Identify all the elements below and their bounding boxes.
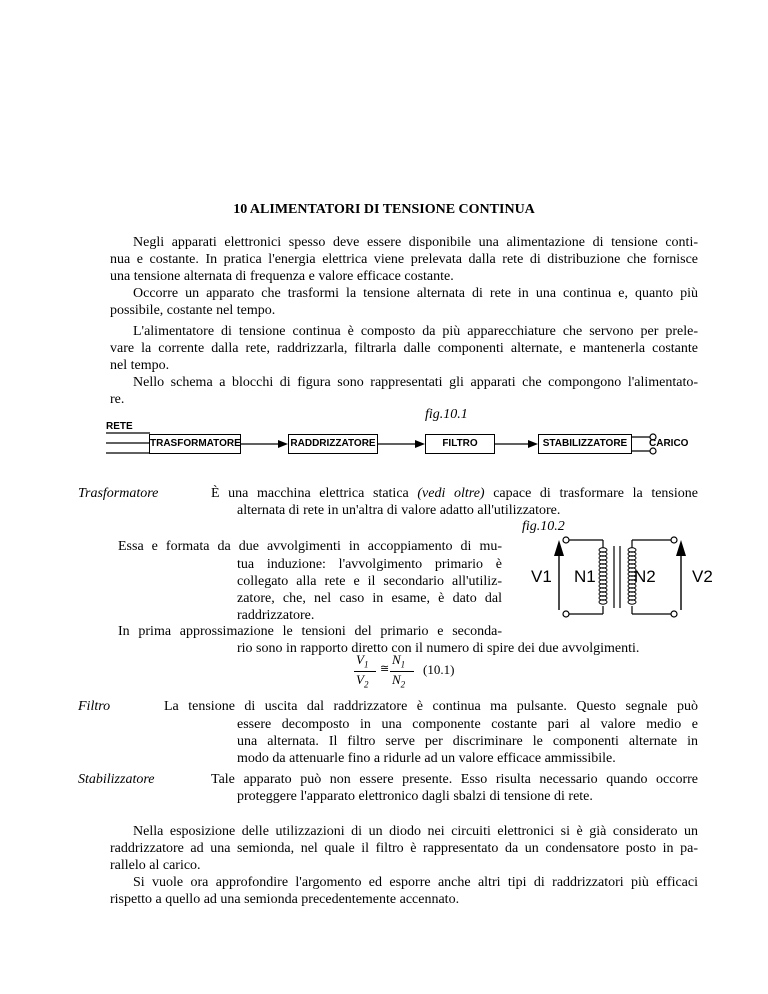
text-line: una alternata. Il filtro serve per discriminare le componenti alternate in	[237, 734, 698, 749]
label-n2: N2	[634, 567, 656, 586]
text-line: Nello schema a blocchi di figura sono rappresentati gli apparati che compongono l'alimentato-	[133, 375, 698, 390]
term-stabilizzatore: Stabilizzatore	[78, 772, 155, 787]
trasformatore-p3-first: In prima approssimazione le tensioni del primario e seconda-	[118, 624, 502, 639]
text-segment-italic: (vedi oltre)	[417, 486, 485, 501]
text-line: essere decomposto in una componente costante pari al valore medio e	[237, 717, 698, 732]
filtro-lines	[237, 716, 698, 767]
text-line: nua e costante. In pratica l'energia elettrica viene prelevata dalla rete di distribuzione che fornisce	[110, 252, 698, 267]
text-line: Occorre un apparato che trasformi la tensione alternata di rete in una continua e, quanto più	[133, 286, 698, 301]
label-v1: V1	[531, 567, 552, 586]
label-v2: V2	[692, 567, 713, 586]
text-line: rallelo al carico.	[110, 858, 201, 873]
text-line: zatore, che, nel caso in esame, è dato dal	[237, 591, 502, 606]
trasformatore-line-2: alternata di rete in un'altra di valore adatto all'utilizzatore.	[237, 503, 561, 518]
text-line: rispetto a quello ad una semionda precedentemente accennato.	[110, 892, 460, 907]
stabilizzatore-line-1: Tale apparato può non essere presente. Esso risulta necessario quando occorre	[211, 772, 698, 787]
text-line: vare la corrente dalla rete, raddrizzarla, filtrarla dalle componenti alternate, e mantenerla costante	[110, 341, 698, 356]
block-filtro: FILTRO	[425, 434, 495, 454]
text-line: re.	[110, 392, 125, 407]
formula-num-right: $N_1$	[392, 652, 406, 670]
fig-10-1-caption: fig.10.1	[425, 407, 468, 422]
text-segment: È una macchina elettrica statica	[211, 486, 418, 501]
text-line: una tensione alternata di frequenza e valore efficace costante.	[110, 269, 454, 284]
block-raddrizzatore: RADDRIZZATORE	[288, 434, 378, 454]
formula-10-1	[352, 652, 482, 692]
rete-label: RETE	[106, 421, 133, 432]
text-line: collegato alla rete e il secondario all'utiliz-	[237, 574, 502, 589]
block-trasformatore: TRASFORMATORE	[149, 434, 241, 454]
label-n1: N1	[574, 567, 596, 586]
formula-num-left: $V_1$	[356, 652, 369, 670]
formula-den-right: $N_2$	[392, 672, 406, 690]
block-stabilizzatore: STABILIZZATORE	[538, 434, 632, 454]
term-trasformatore: Trasformatore	[78, 486, 159, 501]
trasformatore-p3-second: rio sono in rapporto diretto con il numero di spire dei due avvolgimenti.	[237, 641, 640, 656]
text-line: L'alimentatore di tensione continua è composto da più apparecchiature che servono per prele-	[133, 324, 698, 339]
stabilizzatore-line-2: proteggere l'apparato elettronico dagli sbalzi di tensione di rete.	[237, 789, 593, 804]
text-line: raddrizzatore ad una semionda, nel quale il filtro è rappresentato da un condensatore posto in pa-	[110, 841, 698, 856]
formula-den-left: $V_2$	[356, 672, 369, 690]
section-heading: 10 ALIMENTATORI DI TENSIONE CONTINUA	[233, 202, 535, 217]
outro-paragraph-1	[110, 823, 698, 874]
text-line: possibile, costante nel tempo.	[110, 303, 276, 318]
formula-label: (10.1)	[423, 662, 455, 677]
text-line: raddrizzatore.	[237, 608, 315, 623]
text-line: Nella esposizione delle utilizzazioni di un diodo nei circuiti elettronici si è già considerato un	[133, 824, 698, 839]
filtro-line-1: La tensione di uscita dal raddrizzatore è continua ma pulsante. Questo segnale può	[164, 699, 698, 714]
text-segment: capace di trasformare la tensione	[484, 486, 698, 501]
formula-approx: ≅	[380, 663, 390, 675]
fig-10-2-caption: fig.10.2	[522, 519, 565, 534]
term-filtro: Filtro	[78, 699, 111, 714]
outro-paragraph-2	[110, 874, 698, 908]
text-line: nel tempo.	[110, 358, 170, 373]
text-line: Si vuole ora approfondire l'argomento ed esporre anche altri tipi di raddrizzatori più efficaci	[133, 875, 698, 890]
text-line: tua induzione: l'avvolgimento primario è	[237, 557, 502, 572]
text-line: Negli apparati elettronici spesso deve essere disponibile una alimentazione di tensione conti-	[133, 235, 698, 250]
carico-label: CARICO	[649, 438, 689, 449]
trasformatore-p2-first: Essa e formata da due avvolgimenti in accoppiamento di mu-	[118, 539, 502, 554]
text-line: modo da attenuarle fino a ridurle ad un valore efficace ammissibile.	[237, 751, 616, 766]
